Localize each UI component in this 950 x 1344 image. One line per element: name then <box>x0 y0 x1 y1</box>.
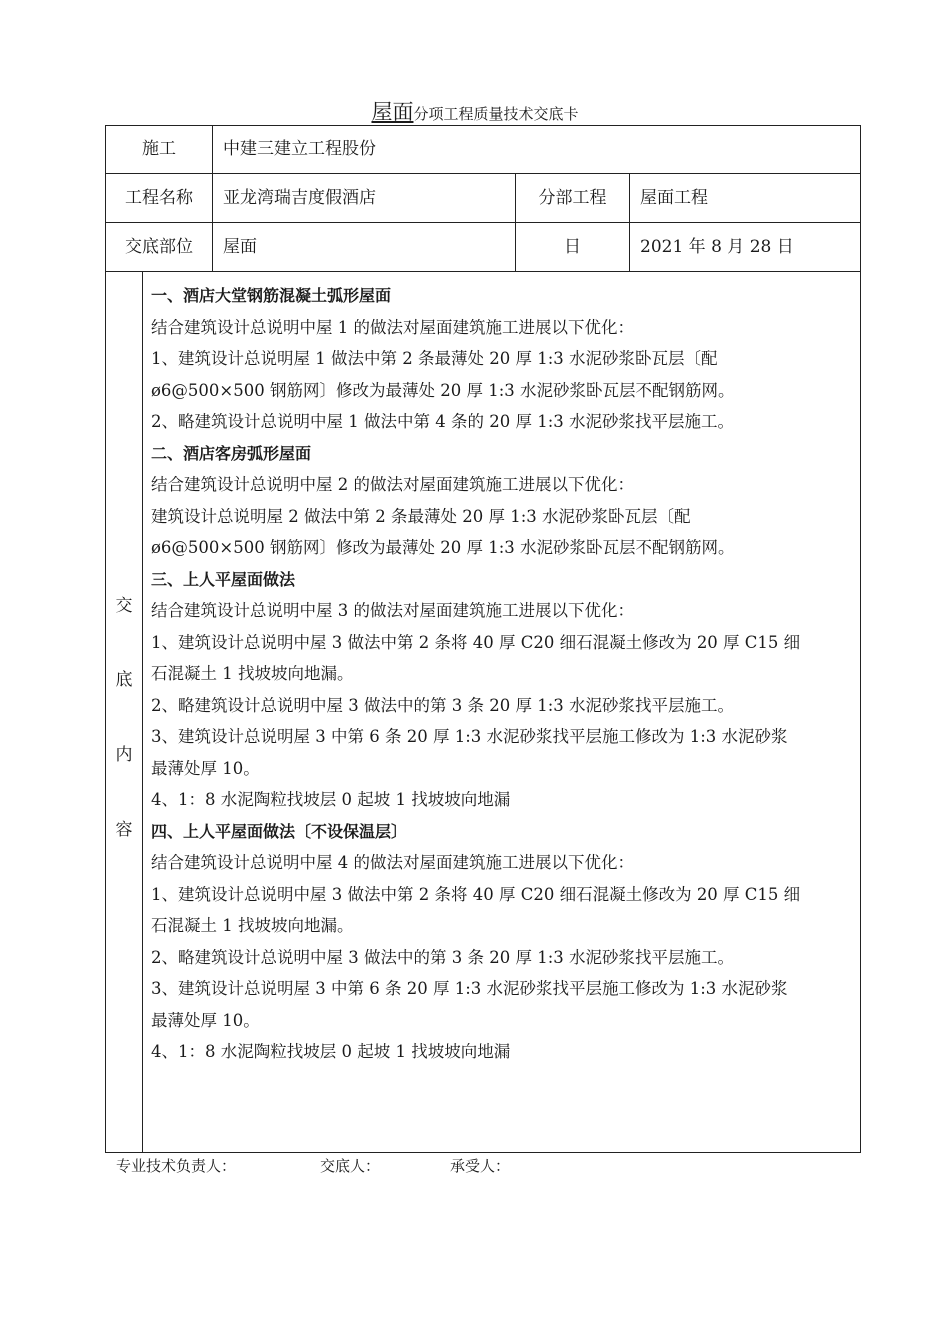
content-line: 2、略建筑设计总说明中屋 1 做法中第 4 条的 20 厚 1:3 水泥砂浆找平层施工。 <box>151 412 735 431</box>
content-line: 2、略建筑设计总说明中屋 3 做法中的第 3 条 20 厚 1:3 水泥砂浆找平层施工。 <box>151 947 735 967</box>
content-line: 1、建筑设计总说明屋 1 做法中第 2 条最薄处 20 厚 1:3 水泥砂浆卧瓦层〔配 <box>151 349 718 368</box>
row-divider <box>105 173 861 174</box>
content-line: 1、建筑设计总说明中屋 3 做法中第 2 条将 40 厚 C20 细石混凝土修改为 20 厚 C15 细 <box>151 884 801 904</box>
content-line: ø6@500×500 钢筋网〕修改为最薄处 20 厚 1:3 水泥砂浆卧瓦层不配钢筋网。 <box>151 380 735 400</box>
content-line: 4、1：8 水泥陶粒找坡层 0 起坡 1 找坡坡向地漏 <box>151 790 511 809</box>
division-label: 分部工程 <box>538 188 607 208</box>
content-line: ø6@500×500 钢筋网〕修改为最薄处 20 厚 1:3 水泥砂浆卧瓦层不配钢筋网。 <box>151 538 735 557</box>
construction-value: 中建三建立工程股份 <box>223 139 376 159</box>
construction-label: 施工 <box>142 139 176 159</box>
tech-lead-signature-label: 专业技术负责人： <box>116 1157 237 1175</box>
content-label-char: 交 <box>115 596 133 616</box>
content-line: 结合建筑设计总说明中屋 1 的做法对屋面建筑施工进展以下优化： <box>151 317 634 337</box>
content-line: 结合建筑设计总说明中屋 2 的做法对屋面建筑施工进展以下优化： <box>151 475 634 494</box>
content-line: 2、略建筑设计总说明中屋 3 做法中的第 3 条 20 厚 1:3 水泥砂浆找平层施工。 <box>151 695 735 715</box>
content-line: 3、建筑设计总说明屋 3 中第 6 条 20 厚 1:3 水泥砂浆找平层施工修改为 1:3 水泥砂浆 <box>151 979 788 998</box>
content-label-char: 内 <box>115 745 133 765</box>
receiver-signature-label: 承受人： <box>450 1157 511 1175</box>
content-line: 最薄处厚 10。 <box>151 1010 260 1030</box>
content-line: 结合建筑设计总说明中屋 4 的做法对屋面建筑施工进展以下优化： <box>151 853 634 872</box>
location-value: 屋面 <box>223 237 257 257</box>
presenter-signature-label: 交底人： <box>320 1157 381 1175</box>
content-line: 1、建筑设计总说明中屋 3 做法中第 2 条将 40 厚 C20 细石混凝土修改为 20 厚 C15 细 <box>151 632 801 652</box>
division-value: 屋面工程 <box>640 188 708 208</box>
section-heading: 四、上人平屋面做法〔不设保温层〕 <box>151 821 408 841</box>
document-title <box>0 98 950 128</box>
row-divider <box>105 222 861 223</box>
column-divider <box>629 173 630 271</box>
content-line: 结合建筑设计总说明中屋 3 的做法对屋面建筑施工进展以下优化： <box>151 601 634 620</box>
section-heading: 二、酒店客房弧形屋面 <box>151 443 312 463</box>
disclosure-content <box>151 280 851 1068</box>
title-main: 屋面 <box>371 100 414 124</box>
content-label-char: 容 <box>115 820 133 840</box>
date-value: 2021 年 8 月 28 日 <box>640 237 794 257</box>
project-label: 工程名称 <box>125 188 193 208</box>
column-divider <box>212 125 213 271</box>
content-label-char: 底 <box>115 670 133 690</box>
content-line: 4、1：8 水泥陶粒找坡层 0 起坡 1 找坡坡向地漏 <box>151 1042 511 1061</box>
content-line: 石混凝土 1 找坡坡向地漏。 <box>151 664 354 683</box>
row-divider <box>105 271 861 272</box>
section-heading: 三、上人平屋面做法 <box>151 569 296 589</box>
content-line: 3、建筑设计总说明屋 3 中第 6 条 20 厚 1:3 水泥砂浆找平层施工修改为 1:3 水泥砂浆 <box>151 727 788 746</box>
content-line: 最薄处厚 10。 <box>151 758 260 778</box>
column-divider <box>142 271 143 1153</box>
location-label: 交底部位 <box>125 237 193 257</box>
content-line: 石混凝土 1 找坡坡向地漏。 <box>151 916 354 935</box>
date-label: 日 <box>564 237 581 257</box>
content-line: 建筑设计总说明屋 2 做法中第 2 条最薄处 20 厚 1:3 水泥砂浆卧瓦层〔配 <box>151 506 691 526</box>
section-heading: 一、酒店大堂钢筋混凝土弧形屋面 <box>151 286 392 305</box>
project-value: 亚龙湾瑞吉度假酒店 <box>223 188 376 208</box>
title-suffix: 分项工程质量技术交底卡 <box>413 105 579 123</box>
